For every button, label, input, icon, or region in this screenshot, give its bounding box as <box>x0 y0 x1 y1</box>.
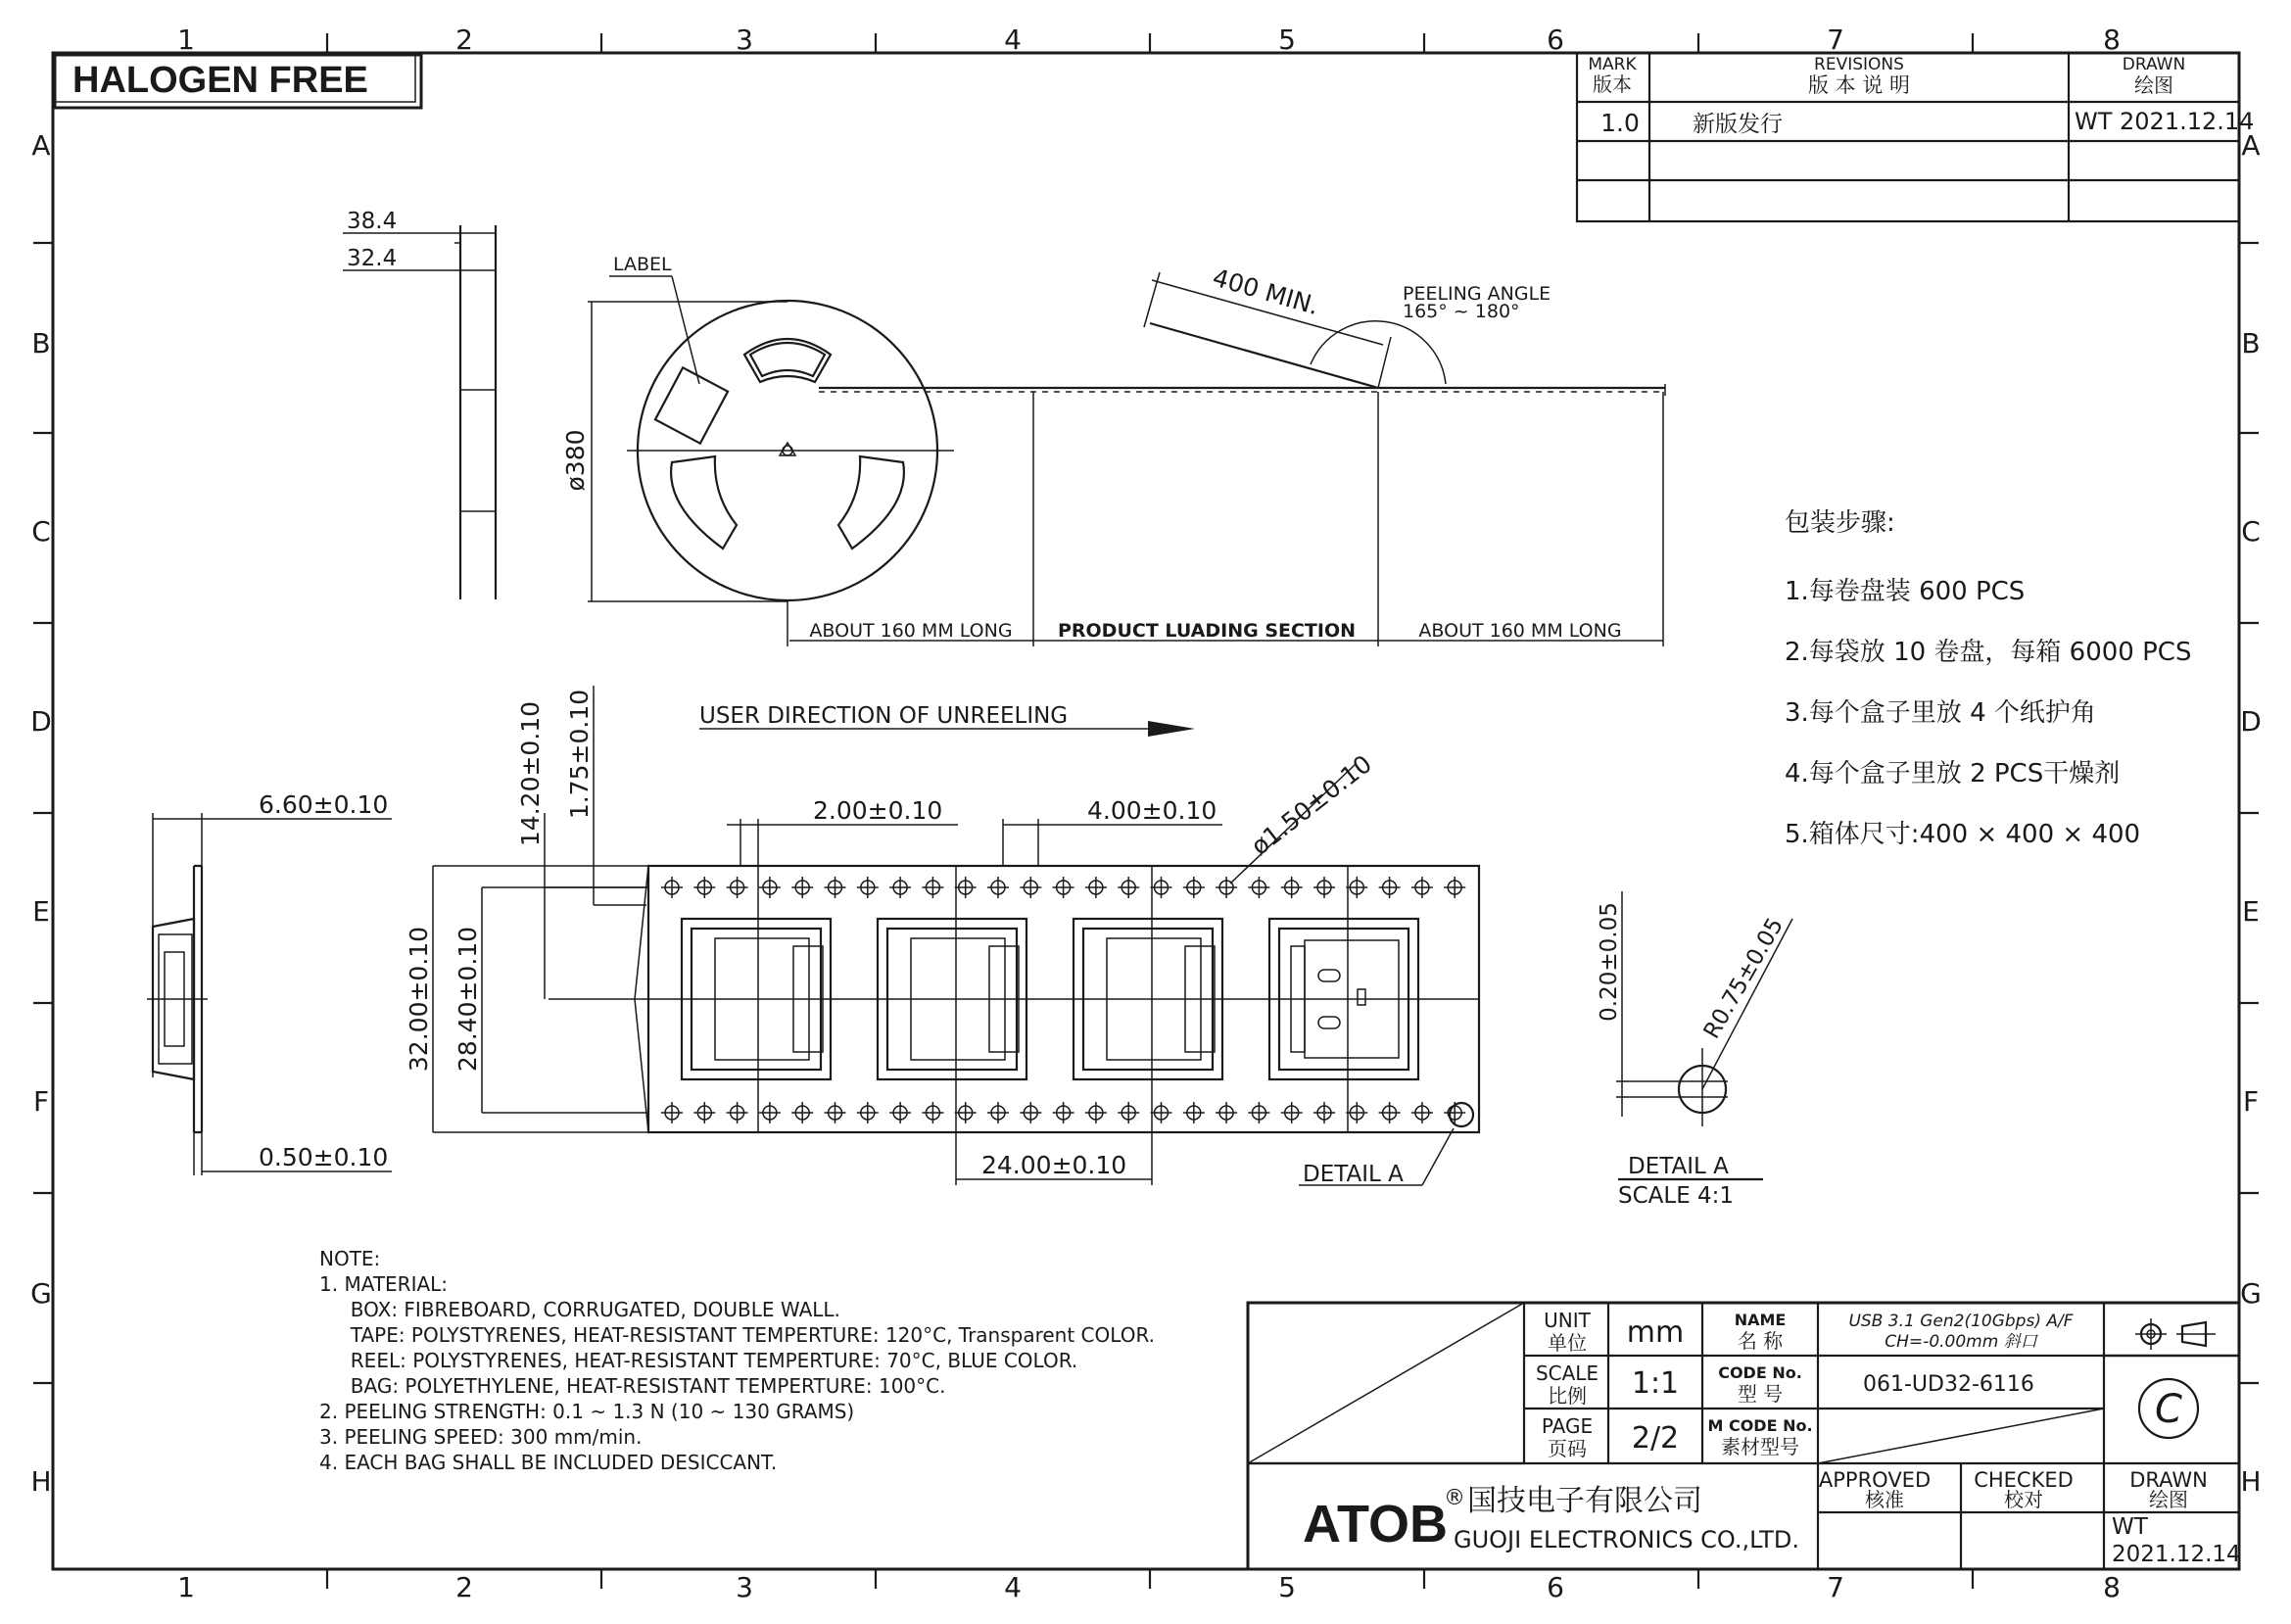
tb-drawn-name: WT <box>2112 1514 2148 1540</box>
col-label: 1 <box>177 1571 195 1603</box>
sprocket-hole-cross <box>1248 877 1269 898</box>
section-left-label: ABOUT 160 MM LONG <box>809 620 1013 642</box>
sprocket-hole-cross <box>857 877 879 898</box>
row-label: H <box>2240 1465 2262 1498</box>
note-line: 3. PEELING SPEED: 300 mm/min. <box>319 1425 643 1449</box>
arrow-head-icon <box>1148 721 1195 737</box>
rev-row-mark: 1.0 <box>1600 109 1640 137</box>
rev-mark-en: MARK <box>1588 55 1637 74</box>
col-label: 3 <box>736 1571 753 1603</box>
note-line: REEL: POLYSTYRENES, HEAT-RESISTANT TEMPERTURE: 70°C, BLUE COLOR. <box>319 1349 1078 1372</box>
dim-hole-pitch: 4.00±0.10 <box>1087 796 1217 825</box>
detail-scale: SCALE 4:1 <box>1618 1183 1735 1209</box>
title-block <box>1248 1303 2241 1569</box>
direction-arrow <box>699 703 1195 737</box>
tb-page-en: PAGE <box>1541 1414 1594 1438</box>
rev-mark-cn: 版本 <box>1593 72 1632 96</box>
sprocket-hole-cross <box>661 877 683 898</box>
revision-table <box>1577 53 2254 221</box>
halogen-free-badge <box>55 55 421 108</box>
detail-title: DETAIL A <box>1628 1154 1729 1179</box>
sprocket-hole-cross <box>1151 877 1172 898</box>
sprocket-hole-cross <box>825 1102 846 1123</box>
detail-dim-radius: R0.75±0.05 <box>1698 913 1790 1043</box>
tb-unit-en: UNIT <box>1544 1309 1591 1332</box>
company-logo: ATOB <box>1303 1495 1448 1553</box>
tape-leader <box>788 263 1665 646</box>
row-label: B <box>31 327 51 359</box>
col-label: 8 <box>2103 24 2121 56</box>
tb-page-value: 2/2 <box>1631 1421 1680 1456</box>
tb-unit-cn: 单位 <box>1548 1331 1587 1355</box>
packing-step: 1.每卷盘装 600 PCS <box>1785 577 2026 606</box>
sprocket-hole-cross <box>1379 877 1401 898</box>
row-label: G <box>2240 1277 2262 1310</box>
rev-row-desc: 新版发行 <box>1693 112 1783 137</box>
rev-drawn-cn: 绘图 <box>2134 73 2173 97</box>
sprocket-hole-cross <box>1020 877 1041 898</box>
tb-unit-value: mm <box>1626 1315 1685 1350</box>
section-right-label: ABOUT 160 MM LONG <box>1418 620 1622 642</box>
sprocket-hole-cross <box>1118 1102 1139 1123</box>
col-label: 4 <box>1004 24 1022 56</box>
sprocket-hole-cross <box>1085 1102 1107 1123</box>
dim-pocket-gap: 2.00±0.10 <box>813 796 943 825</box>
col-label: 2 <box>455 1571 473 1603</box>
company-name-en: GUOJI ELECTRONICS CO.,LTD. <box>1454 1526 1799 1553</box>
sprocket-hole-cross <box>987 1102 1009 1123</box>
row-label: F <box>2242 1085 2260 1118</box>
note-line: 1. MATERIAL: <box>319 1272 449 1296</box>
sprocket-hole-cross <box>1346 877 1367 898</box>
col-label: 5 <box>1278 24 1296 56</box>
sprocket-hole-cross <box>955 1102 977 1123</box>
reel-dim-outer: 38.4 <box>347 209 398 234</box>
sprocket-hole-cross <box>791 877 813 898</box>
reel-label-callout: LABEL <box>613 254 672 275</box>
tb-code-cn: 型 号 <box>1737 1382 1784 1406</box>
tb-drawn-date: 2021.12.14 <box>2112 1542 2241 1567</box>
company-name-cn: 国技电子有限公司 <box>1467 1484 1702 1518</box>
reel-side-view <box>343 209 496 599</box>
sprocket-hole-cross <box>1281 1102 1303 1123</box>
dim-pocket-depth: 6.60±0.10 <box>259 790 389 819</box>
sprocket-hole-cross <box>759 877 781 898</box>
reel-length: 400 MIN. <box>1209 263 1322 321</box>
col-label: 7 <box>1827 24 1844 56</box>
tb-product-variant: CH=-0.00mm 斜口 <box>1885 1332 2037 1352</box>
sprocket-hole-cross <box>889 877 911 898</box>
col-label: 2 <box>455 24 473 56</box>
sprocket-hole-cross <box>857 1102 879 1123</box>
note-line: 4. EACH BAG SHALL BE INCLUDED DESICCANT. <box>319 1451 778 1474</box>
sprocket-hole-cross <box>1020 1102 1041 1123</box>
sprocket-hole-cross <box>987 877 1009 898</box>
reel-front-view <box>561 254 954 601</box>
tb-code-en: CODE No. <box>1718 1363 1802 1382</box>
reel-diameter: ø380 <box>561 429 590 492</box>
dim-hole-span: 28.40±0.10 <box>453 926 482 1073</box>
row-label: B <box>2241 327 2261 359</box>
dim-pocket-pitch: 24.00±0.10 <box>981 1151 1127 1179</box>
tape-side-section <box>147 790 392 1175</box>
rev-drawn-en: DRAWN <box>2122 55 2186 74</box>
sprocket-hole-cross <box>1313 1102 1335 1123</box>
tb-drawn-cn: 绘图 <box>2149 1488 2188 1511</box>
sprocket-hole-cross <box>693 1102 715 1123</box>
col-label: 8 <box>2103 1571 2121 1603</box>
sprocket-hole-cross <box>791 1102 813 1123</box>
packing-step: 3.每个盒子里放 4 个纸护角 <box>1785 698 2096 728</box>
packing-step: 4.每个盒子里放 2 PCS干燥剂 <box>1785 759 2121 788</box>
row-label: D <box>2240 705 2262 738</box>
sprocket-hole-cross <box>1379 1102 1401 1123</box>
tb-mcode-cn: 素材型号 <box>1721 1435 1799 1458</box>
packing-step: 5.箱体尺寸:400 × 400 × 400 <box>1785 820 2141 849</box>
rev-row-drawn: WT 2021.12.14 <box>2075 108 2255 135</box>
projection-symbol-icon <box>2135 1318 2216 1350</box>
copyright-letter: C <box>2155 1387 2182 1432</box>
sprocket-hole-cross <box>759 1102 781 1123</box>
sprocket-hole-cross <box>1151 1102 1172 1123</box>
packing-steps <box>1785 508 2191 849</box>
sprocket-hole-cross <box>1216 1102 1237 1123</box>
packing-step: 2.每袋放 10 卷盘，每箱 6000 PCS <box>1785 638 2192 667</box>
col-label: 4 <box>1004 1571 1022 1603</box>
tb-mcode-en: M CODE No. <box>1707 1416 1813 1435</box>
sprocket-hole-cross <box>1183 1102 1205 1123</box>
tb-checked-en: CHECKED <box>1974 1468 2074 1492</box>
tb-code-value: 061-UD32-6116 <box>1863 1372 2034 1397</box>
row-label: D <box>30 705 52 738</box>
sprocket-hole-cross <box>889 1102 911 1123</box>
sprocket-hole-cross <box>727 877 748 898</box>
reel-dim-inner: 32.4 <box>347 246 398 271</box>
sprocket-hole-cross <box>1411 1102 1433 1123</box>
col-label: 6 <box>1547 24 1564 56</box>
col-label: 1 <box>177 24 195 56</box>
registered-mark: ® <box>1444 1486 1465 1510</box>
packing-title: 包装步骤: <box>1785 508 1895 538</box>
sprocket-hole-cross <box>727 1102 748 1123</box>
row-label: F <box>32 1085 50 1118</box>
copyright-icon <box>2139 1379 2198 1438</box>
sprocket-hole-cross <box>1053 1102 1074 1123</box>
row-label: E <box>2242 895 2260 928</box>
detail-dim-thickness: 0.20±0.05 <box>1597 902 1622 1022</box>
row-label: H <box>30 1465 52 1498</box>
tb-scale-value: 1:1 <box>1631 1366 1680 1401</box>
note-line: NOTE: <box>319 1247 381 1270</box>
tb-page-cn: 页码 <box>1548 1437 1587 1460</box>
tb-name-cn: 名 称 <box>1737 1329 1784 1353</box>
sprocket-hole-cross <box>922 877 943 898</box>
col-label: 7 <box>1827 1571 1844 1603</box>
tb-product-name: USB 3.1 Gen2(10Gbps) A/F <box>1848 1312 2074 1331</box>
row-label: C <box>2241 515 2261 548</box>
row-label: A <box>2241 129 2261 162</box>
carrier-tape <box>405 686 1479 1187</box>
tb-name-en: NAME <box>1734 1311 1787 1329</box>
tb-scale-cn: 比例 <box>1548 1384 1587 1408</box>
note-line: 2. PEELING STRENGTH: 0.1 ~ 1.3 N (10 ~ 130 GRAMS) <box>319 1400 855 1423</box>
dim-hole-diameter: ø1.50±0.10 <box>1245 749 1377 861</box>
col-label: 6 <box>1547 1571 1564 1603</box>
notes <box>319 1247 1155 1474</box>
row-label: A <box>31 129 51 162</box>
sprocket-hole-cross <box>1085 877 1107 898</box>
dim-edge-hole: 1.75±0.10 <box>565 689 594 820</box>
sprocket-hole-cross <box>661 1102 683 1123</box>
sprocket-hole-cross <box>693 877 715 898</box>
detail-a-callout: DETAIL A <box>1303 1162 1404 1187</box>
peel-angle-range: 165° ~ 180° <box>1403 301 1520 322</box>
sprocket-hole-cross <box>1053 877 1074 898</box>
col-label: 3 <box>736 24 753 56</box>
direction-text: USER DIRECTION OF UNREELING <box>699 703 1069 729</box>
sprocket-hole-cross <box>1248 1102 1269 1123</box>
tb-checked-cn: 校对 <box>2004 1488 2043 1511</box>
sprocket-hole-cross <box>1444 877 1465 898</box>
tb-approved-en: APPROVED <box>1818 1468 1932 1492</box>
note-line: BOX: FIBREBOARD, CORRUGATED, DOUBLE WALL. <box>319 1298 840 1321</box>
col-label: 5 <box>1278 1571 1296 1603</box>
sprocket-hole-cross <box>1118 877 1139 898</box>
dim-tape-thickness: 0.50±0.10 <box>259 1143 389 1171</box>
row-label: C <box>31 515 51 548</box>
dim-tape-width: 32.00±0.10 <box>405 926 433 1073</box>
section-mid-label: PRODUCT LUADING SECTION <box>1057 620 1357 642</box>
sprocket-hole-cross <box>1183 877 1205 898</box>
sprocket-hole-cross <box>1411 877 1433 898</box>
dim-center-offset: 14.20±0.10 <box>516 700 545 847</box>
peel-angle-title: PEELING ANGLE <box>1403 283 1551 305</box>
detail-a-view <box>1597 891 1792 1209</box>
sprocket-hole-cross <box>1313 877 1335 898</box>
note-line: BAG: POLYETHYLENE, HEAT-RESISTANT TEMPERTURE: 100°C. <box>319 1374 946 1398</box>
rev-revisions-cn: 版 本 说 明 <box>1807 73 1911 97</box>
row-label: G <box>30 1277 52 1310</box>
halogen-free-text: HALOGEN FREE <box>72 60 368 101</box>
tb-scale-en: SCALE <box>1535 1361 1599 1385</box>
row-label: E <box>32 895 50 928</box>
tb-drawn-en: DRAWN <box>2129 1468 2208 1492</box>
sprocket-hole-cross <box>1346 1102 1367 1123</box>
sprocket-hole-cross <box>922 1102 943 1123</box>
sprocket-hole-cross <box>825 877 846 898</box>
tb-approved-cn: 核准 <box>1865 1488 1904 1511</box>
rev-revisions-en: REVISIONS <box>1814 55 1904 74</box>
sprocket-hole-cross <box>1281 877 1303 898</box>
note-line: TAPE: POLYSTYRENES, HEAT-RESISTANT TEMPERTURE: 120°C, Transparent COLOR. <box>319 1323 1155 1347</box>
sprocket-hole-cross <box>955 877 977 898</box>
